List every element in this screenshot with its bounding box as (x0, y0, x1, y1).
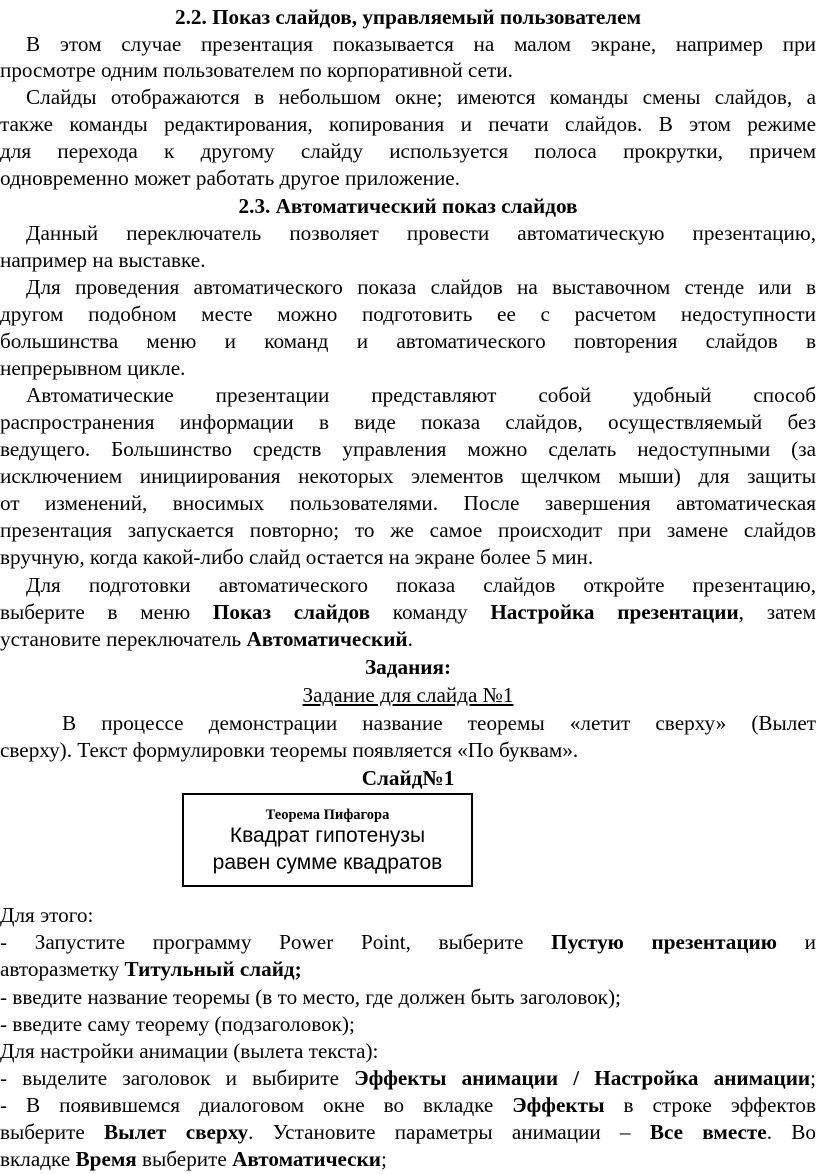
paragraph-line: вручную, когда какой-либо слайд остается на экране более 5 мин. (0, 545, 594, 569)
paragraph-line: одновременно может работать другое приложение. (0, 166, 461, 190)
tab-name: Время (75, 1147, 137, 1171)
list-item-continuation (0, 956, 816, 982)
menu-path: Эффекты анимации / Настройка анимации (354, 1066, 811, 1090)
list-item (0, 1065, 816, 1091)
paragraph-line (0, 626, 816, 652)
switch-name: Автоматический (246, 627, 408, 651)
parameter-name: Все вместе (649, 1120, 767, 1144)
text-run: выберите (142, 1147, 227, 1171)
paragraph-line: В процессе демонстрации название теоремы «летит сверху» (Вылет (62, 711, 816, 735)
paragraph-line: ведущего. Большинство средств управления можно сделать недоступными (за (0, 437, 816, 461)
list-item-continuation (0, 1146, 816, 1172)
section-heading-2-2: 2.2. Показ слайдов, управляемый пользователем (174, 5, 642, 29)
text-run: выберите (0, 1120, 85, 1144)
paragraph-line: Для этого: (0, 903, 94, 927)
text-run: вкладке (0, 1147, 71, 1171)
paragraph-line (0, 599, 816, 625)
text-run: . Во (766, 1120, 816, 1144)
text-run: ; (810, 1066, 816, 1090)
list-item (0, 1092, 816, 1118)
paragraph-line: непрерывном цикле. (0, 356, 186, 380)
slide-title: Теорема Пифагора (265, 807, 390, 823)
task-heading: Задание для слайда №1 (302, 683, 514, 707)
option-name: Автоматически (232, 1147, 382, 1171)
paragraph-line: В этом случае презентация показывается на малом экране, например при (26, 32, 816, 56)
paragraph-line: Слайды отображаются в небольшом окне; имеются команды смены слайдов, а (26, 85, 816, 109)
slide-preview (182, 793, 473, 887)
paragraph-line: исключением инициирования некоторых элементов щелчком мыши) для защиты (0, 464, 816, 488)
text-run: - Запустите программу Power Point, выберите (0, 930, 524, 954)
text-run: выберите в меню (0, 600, 191, 624)
paragraph-line: Данный переключатель позволяет провести автоматическую презентацию, (26, 221, 816, 245)
slide-heading: Слайд№1 (361, 766, 455, 790)
paragraph-line: другом подобном месте можно подготовить ее с расчетом недоступности (0, 302, 816, 326)
text-run: , затем (738, 600, 816, 624)
tasks-heading: Задания: (364, 655, 452, 679)
section-heading-2-3: 2.3. Автоматический показ слайдов (238, 194, 578, 218)
paragraph-line: сверху). Текст формулировки теоремы появляется «По буквам». (0, 738, 579, 762)
text-run: . Установите параметры анимации – (248, 1120, 631, 1144)
paragraph-line: Для проведения автоматического показа слайдов на выставочном стенде или в (26, 275, 816, 299)
text-run: команду (392, 600, 468, 624)
option-name: Пустую презентацию (551, 930, 777, 954)
paragraph-line: для перехода к другому слайду используется полоса прокрутки, причем (0, 139, 816, 163)
list-item: - введите саму теорему (подзаголовок); (0, 1012, 355, 1036)
paragraph-line: Для настройки анимации (вылета текста): (0, 1039, 379, 1063)
text-run: ; (381, 1147, 387, 1171)
slide-text-line: равен сумме квадратов (212, 851, 443, 874)
text-run: - выделите заголовок и выбирите (0, 1066, 340, 1090)
paragraph-line: распространения информации в виде показа слайдов, осуществляемый без (0, 410, 816, 434)
effect-name: Вылет сверху (104, 1120, 249, 1144)
text-run: в строке эффектов (623, 1093, 816, 1117)
tab-name: Эффекты (512, 1093, 605, 1117)
paragraph-line: от изменений, вносимых пользователями. После завершения автоматическая (0, 491, 816, 515)
menu-name: Показ слайдов (212, 600, 371, 624)
list-item-continuation (0, 1119, 816, 1145)
slide-text-line: Квадрат гипотенузы (229, 824, 426, 847)
text-run: - В появившемся диалоговом окне во вкладке (0, 1093, 494, 1117)
paragraph-line: Автоматические презентации представляют собой удобный способ (26, 383, 816, 407)
paragraph-line: Для подготовки автоматического показа слайдов откройте презентацию, (26, 573, 816, 597)
layout-name: Титульный слайд; (124, 957, 302, 981)
paragraph-line: например на выставке. (0, 248, 206, 272)
list-item: - введите название теоремы (в то место, где должен быть заголовок); (0, 985, 621, 1009)
text-run: установите переключатель (0, 627, 242, 651)
paragraph-line: презентация запускается повторно; то же самое происходит при замене слайдов (0, 518, 816, 542)
text-run: и (804, 930, 816, 954)
text-run: . (407, 627, 413, 651)
list-item (0, 929, 816, 955)
paragraph-line: просмотре одним пользователем по корпоративной сети. (0, 58, 513, 82)
paragraph-line: большинства меню и команд и автоматического повторения слайдов в (0, 329, 816, 353)
paragraph-line: также команды редактирования, копирования и печати слайдов. В этом режиме (0, 112, 816, 136)
command-name: Настройка презентации (490, 600, 739, 624)
text-run: авторазметку (0, 957, 120, 981)
